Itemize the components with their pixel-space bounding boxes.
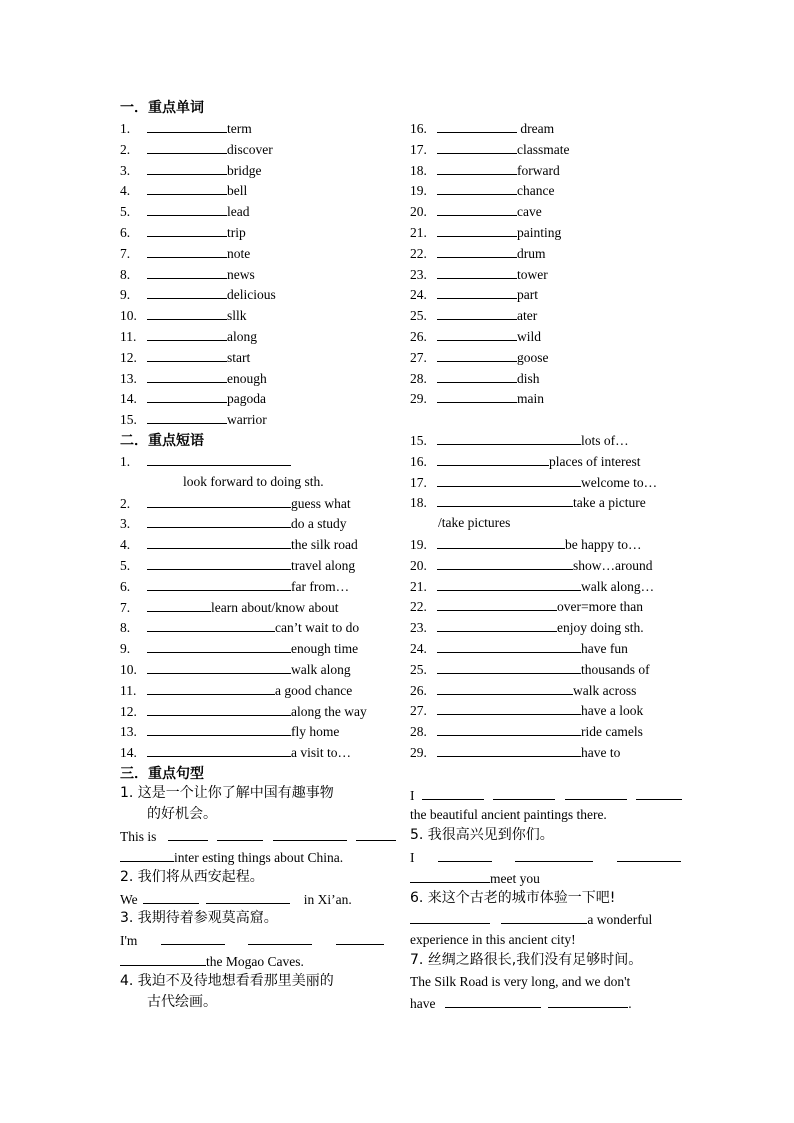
sentence3-blank-4[interactable]: [120, 953, 206, 966]
phrase-right-term: enjoy doing sth.: [557, 620, 644, 636]
phrase-left-answer-blank[interactable]: [147, 557, 291, 570]
sentence5-blank-1[interactable]: [438, 849, 492, 862]
word-right-term: tower: [517, 266, 548, 282]
word-right-item: [410, 328, 541, 345]
word-left-term: along: [227, 329, 257, 344]
sentence5-english-a: [410, 849, 681, 866]
phrase-left-item: [120, 578, 349, 595]
phrase-right-number: 21.: [410, 578, 427, 594]
word-left-number: 1.: [120, 121, 131, 136]
word-right-term: dream: [517, 121, 555, 136]
word-left-answer-blank[interactable]: [147, 411, 227, 424]
word-right-answer-blank[interactable]: [437, 307, 517, 320]
phrase-right-number: 18.: [410, 495, 427, 511]
word-right-item: [410, 349, 549, 366]
sentence6-text-a: a wonderful: [587, 912, 653, 927]
word-left-answer-blank[interactable]: [147, 182, 227, 195]
phrase-left-number: 3.: [120, 516, 131, 532]
word-left-number: 7.: [120, 245, 131, 261]
word-left-number: 8.: [120, 266, 131, 282]
section2-title: 二．重点短语: [120, 433, 204, 449]
phrase-right-item: [410, 744, 620, 761]
phrase-right-item: [410, 682, 636, 699]
word-right-item: [410, 245, 546, 262]
phrase-right-number: 25.: [410, 661, 427, 677]
word-left-answer-blank[interactable]: [147, 349, 227, 362]
phrase-left-term: can’t wait to do: [275, 620, 360, 636]
word-left-answer-blank[interactable]: [147, 245, 227, 258]
word-left-item: [120, 245, 250, 262]
phrase-right-term: ride camels: [581, 724, 643, 740]
word-left-item: [120, 203, 250, 220]
sentence7-text-c: .: [628, 996, 632, 1011]
word-left-item: [120, 370, 267, 387]
word-right-answer-blank[interactable]: [437, 224, 517, 237]
sentence5-text-a: I: [410, 850, 415, 865]
word-right-number: 18.: [410, 162, 427, 178]
phrase-right-item: [410, 432, 629, 449]
phrase-left-number: 4.: [120, 537, 131, 553]
word-right-number: 17.: [410, 141, 427, 157]
word-right-number: 22.: [410, 245, 427, 261]
word-right-item: [410, 203, 542, 220]
phrase-left-item: [120, 474, 324, 490]
sentence1-blank-1[interactable]: [168, 828, 208, 841]
phrase-left-answer-blank[interactable]: [147, 619, 275, 632]
phrase-left-answer-blank[interactable]: [147, 723, 291, 736]
phrase-right-term: places of interest: [549, 453, 641, 469]
word-left-number: 15.: [120, 412, 137, 428]
phrase-right-answer-blank[interactable]: [437, 557, 573, 570]
phrase-right-answer-blank[interactable]: [437, 682, 573, 695]
word-right-item: [410, 141, 569, 158]
phrase-right-answer-blank[interactable]: [437, 661, 581, 674]
sentence3-text-b: the Mogao Caves.: [206, 954, 304, 969]
word-right-item: [410, 120, 554, 137]
word-right-answer-blank[interactable]: [437, 203, 517, 216]
word-right-item: [410, 182, 554, 199]
word-right-answer-blank[interactable]: [437, 370, 517, 383]
word-right-term: main: [517, 391, 544, 407]
phrase-right-term: show…around: [573, 557, 653, 573]
phrase-left-item: [120, 515, 347, 532]
sentence1-chinese-b: 的好机会。: [147, 806, 217, 822]
word-left-term: term: [227, 121, 252, 136]
sentence7-english-b: [410, 995, 632, 1012]
word-right-term: forward: [517, 162, 560, 178]
phrase-right-term: walk across: [573, 682, 637, 698]
phrase-right-item: [410, 453, 640, 470]
sentence1-english-a: [120, 828, 396, 845]
sentence5-blank-2[interactable]: [515, 849, 593, 862]
word-right-answer-blank[interactable]: [437, 245, 517, 258]
phrase-right-answer-blank[interactable]: [437, 640, 581, 653]
phrase-right-item: [410, 661, 650, 678]
word-right-item: [410, 162, 560, 179]
word-left-term: note: [227, 245, 251, 261]
phrase-left-term: look forward to doing sth.: [183, 473, 324, 489]
sentence3-text-a: I'm: [120, 933, 138, 948]
phrase-right-answer-blank[interactable]: [437, 619, 557, 632]
phrase-right-item: [410, 494, 646, 511]
word-left-term: warrior: [227, 412, 267, 428]
word-left-term: delicious: [227, 287, 276, 303]
sentence2-blank-2[interactable]: [206, 891, 290, 904]
phrase-left-item: [120, 640, 358, 657]
phrase-right-number: 20.: [410, 557, 427, 573]
sentence7-blank-2[interactable]: [548, 995, 628, 1008]
word-left-item: [120, 141, 273, 158]
word-right-item: [410, 286, 538, 303]
word-left-term: bridge: [227, 162, 262, 178]
sentence6-english-a: [410, 911, 652, 928]
word-right-term: classmate: [517, 141, 570, 157]
word-right-term: dish: [517, 370, 540, 386]
word-left-term: lead: [227, 204, 250, 220]
phrase-right-term: have a look: [581, 703, 644, 719]
word-left-number: 13.: [120, 370, 137, 386]
word-left-item: [120, 182, 247, 199]
word-left-number: 14.: [120, 391, 137, 407]
phrase-left-number: 10.: [120, 662, 137, 677]
phrase-right-answer-blank[interactable]: [437, 453, 549, 466]
word-left-number: 2.: [120, 141, 131, 157]
phrase-right-number: 16.: [410, 453, 427, 469]
word-left-number: 4.: [120, 183, 131, 199]
word-left-term: start: [227, 349, 251, 365]
phrase-right-term: walk along…: [581, 578, 655, 594]
word-right-term: cave: [517, 204, 542, 220]
phrase-right-number: 23.: [410, 620, 427, 636]
word-left-item: [120, 328, 257, 345]
word-left-item: [120, 307, 247, 324]
word-right-answer-blank[interactable]: [437, 349, 517, 362]
phrase-left-answer-blank[interactable]: [147, 744, 291, 757]
word-right-item: [410, 370, 540, 387]
phrase-right-answer-blank[interactable]: [437, 536, 565, 549]
sentence2-chinese: 2. 我们将从西安起程。: [120, 869, 264, 885]
word-left-term: sllk: [227, 308, 247, 324]
phrase-right-answer-blank[interactable]: [437, 744, 581, 757]
phrase-left-term: a visit to…: [291, 745, 351, 761]
word-left-number: 6.: [120, 225, 131, 240]
section3-title: 三．重点句型: [120, 766, 204, 782]
word-left-number: 11.: [120, 329, 137, 344]
word-left-item: [120, 224, 246, 241]
sentence6-blank-1[interactable]: [410, 911, 490, 924]
phrase-left-answer-blank[interactable]: [147, 495, 291, 508]
word-left-answer-blank[interactable]: [147, 390, 227, 403]
sentence3-blank-1[interactable]: [161, 932, 225, 945]
phrase-left-item: [120, 495, 351, 512]
word-left-number: 9.: [120, 287, 131, 303]
phrase-right-term: be happy to…: [565, 537, 642, 552]
sentence1-english-b: [120, 849, 343, 866]
phrase-right-number: 27.: [410, 703, 427, 719]
word-left-number: 5.: [120, 204, 131, 220]
phrase-right-answer-blank[interactable]: [437, 598, 557, 611]
word-left-answer-blank[interactable]: [147, 162, 227, 175]
phrase-right-item: [410, 619, 644, 636]
phrase-left-item: [120, 723, 339, 740]
phrase-right-item: [410, 702, 643, 719]
word-left-term: trip: [227, 225, 246, 240]
phrase-right-term: have fun: [581, 641, 628, 656]
word-right-number: 27.: [410, 349, 427, 365]
word-right-term: drum: [517, 245, 546, 261]
sentence1-blank-5[interactable]: [120, 849, 174, 862]
word-right-item: [410, 266, 548, 283]
phrase-left-item: [120, 703, 367, 720]
word-right-number: 21.: [410, 225, 427, 240]
phrase-left-answer-blank[interactable]: [147, 661, 291, 674]
sentence3-english-b: [120, 953, 304, 970]
phrase-left-item: [120, 744, 351, 761]
word-right-number: 25.: [410, 308, 427, 324]
sentence4-text-a: I: [410, 788, 415, 803]
word-left-answer-blank[interactable]: [147, 120, 227, 133]
word-right-item: [410, 390, 544, 407]
phrase-left-item: [120, 453, 291, 470]
word-right-number: 28.: [410, 370, 427, 386]
sentence1-text-b: inter esting things about China.: [174, 850, 344, 865]
sentence1-chinese-a: 1. 这是一个让你了解中国有趣事物: [120, 785, 334, 801]
phrase-left-number: 8.: [120, 620, 131, 636]
word-left-number: 12.: [120, 349, 137, 365]
sentence4-blank-4[interactable]: [636, 787, 682, 800]
phrase-right-item: [410, 515, 510, 531]
phrase-right-number: 24.: [410, 641, 427, 656]
phrase-right-answer-blank[interactable]: [437, 702, 581, 715]
word-left-answer-blank[interactable]: [147, 328, 227, 341]
sentence4-chinese-b: 古代绘画。: [147, 994, 217, 1010]
word-left-answer-blank[interactable]: [147, 224, 227, 237]
phrase-left-term: fly home: [291, 724, 340, 740]
phrase-left-number: 2.: [120, 495, 131, 511]
phrase-right-item: [410, 557, 653, 574]
word-left-answer-blank[interactable]: [147, 307, 227, 320]
phrase-right-item: [410, 474, 657, 491]
word-left-answer-blank[interactable]: [147, 203, 227, 216]
word-right-item: [410, 224, 561, 241]
phrase-left-item: [120, 661, 351, 678]
phrase-left-term: enough time: [291, 641, 359, 657]
phrase-left-term: learn about/know about: [211, 599, 339, 615]
sentence1-blank-4[interactable]: [356, 828, 396, 841]
phrase-left-term: walk along: [291, 662, 351, 677]
sentence7-text-b: have: [410, 996, 436, 1011]
word-left-number: 3.: [120, 162, 131, 178]
sentence6-english-b: experience in this ancient city!: [410, 932, 576, 947]
word-right-number: 29.: [410, 391, 427, 407]
word-right-term: part: [517, 287, 538, 303]
word-left-term: bell: [227, 183, 248, 199]
phrase-left-term: along the way: [291, 703, 367, 719]
phrase-right-term: lots of…: [581, 433, 629, 448]
word-right-number: 23.: [410, 266, 427, 282]
word-left-term: enough: [227, 370, 267, 386]
phrase-left-term: do a study: [291, 516, 347, 532]
word-left-item: [120, 286, 276, 303]
word-left-term: news: [227, 266, 255, 282]
phrase-right-item: [410, 723, 643, 740]
phrase-right-answer-blank[interactable]: [437, 432, 581, 445]
phrase-right-number: 28.: [410, 724, 427, 740]
phrase-left-number: 6.: [120, 578, 131, 594]
word-right-number: 26.: [410, 329, 427, 344]
phrase-right-answer-blank[interactable]: [437, 494, 573, 507]
word-right-number: 24.: [410, 287, 427, 303]
sentence1-text-a: This is: [120, 829, 157, 844]
phrase-left-answer-blank[interactable]: [147, 599, 211, 612]
phrase-left-number: 11.: [120, 682, 137, 698]
word-right-answer-blank[interactable]: [437, 286, 517, 299]
word-left-answer-blank[interactable]: [147, 141, 227, 154]
word-right-term: goose: [517, 349, 549, 365]
word-right-answer-blank[interactable]: [437, 141, 517, 154]
phrase-left-term: far from…: [291, 578, 350, 594]
phrase-right-number: 22.: [410, 599, 427, 615]
phrase-right-item: [410, 578, 654, 595]
sentence4-blank-2[interactable]: [493, 787, 555, 800]
word-right-number: 19.: [410, 183, 427, 199]
phrase-right-term: have to: [581, 745, 621, 760]
phrase-left-term: guess what: [291, 495, 351, 511]
sentence4-english-a: [410, 787, 682, 804]
sentence5-blank-4[interactable]: [410, 870, 490, 883]
sentence4-chinese-a: 4. 我迫不及待地想看看那里美丽的: [120, 973, 334, 989]
word-left-item: [120, 120, 252, 137]
phrase-left-answer-blank[interactable]: [147, 682, 275, 695]
word-right-term: wild: [517, 329, 542, 344]
sentence6-blank-2[interactable]: [501, 911, 587, 924]
phrase-right-number: 26.: [410, 682, 427, 698]
phrase-left-number: 9.: [120, 641, 131, 657]
section1-title: 一．重点单词: [120, 100, 204, 116]
sentence1-blank-3[interactable]: [273, 828, 347, 841]
sentence5-english-b: [410, 870, 540, 887]
phrase-right-term: take a picture: [573, 495, 646, 511]
word-left-item: [120, 411, 267, 428]
phrase-left-term: a good chance: [275, 682, 353, 698]
word-left-number: 10.: [120, 308, 137, 324]
phrase-left-answer-blank[interactable]: [147, 640, 291, 653]
phrase-right-term: thousands of: [581, 661, 650, 677]
word-right-term: chance: [517, 183, 555, 199]
phrase-left-item: [120, 557, 355, 574]
sentence5-text-b: meet you: [490, 871, 540, 886]
word-right-number: 16.: [410, 121, 427, 136]
sentence7-chinese: 7. 丝绸之路很长,我们没有足够时间。: [410, 952, 643, 968]
word-left-answer-blank[interactable]: [147, 286, 227, 299]
phrase-right-number: 15.: [410, 433, 427, 448]
sentence1-blank-2[interactable]: [217, 828, 263, 841]
phrase-left-answer-blank[interactable]: [147, 578, 291, 591]
sentence2-blank-1[interactable]: [143, 891, 199, 904]
phrase-right-item: [410, 640, 628, 657]
word-left-answer-blank[interactable]: [147, 266, 227, 279]
word-left-item: [120, 266, 255, 283]
word-right-answer-blank[interactable]: [437, 162, 517, 175]
sentence3-blank-2[interactable]: [248, 932, 312, 945]
phrase-right-number: 29.: [410, 745, 427, 760]
phrase-left-number: 13.: [120, 724, 137, 740]
phrase-right-item: [410, 536, 642, 553]
sentence2-text-b: in Xi’an.: [303, 892, 352, 907]
phrase-left-number: 5.: [120, 558, 131, 573]
word-right-answer-blank[interactable]: [437, 328, 517, 341]
phrase-right-number: 17.: [410, 474, 427, 490]
phrase-right-answer-blank[interactable]: [437, 723, 581, 736]
phrase-right-item: [410, 598, 643, 615]
sentence3-blank-3[interactable]: [336, 932, 384, 945]
word-right-answer-blank[interactable]: [437, 182, 517, 195]
phrase-right-term: /take pictures: [438, 515, 511, 531]
phrase-right-number: 19.: [410, 537, 427, 552]
phrase-left-answer-blank[interactable]: [147, 453, 291, 466]
phrase-left-item: [120, 536, 358, 553]
sentence2-english: [120, 891, 352, 908]
sentence4-blank-3[interactable]: [565, 787, 627, 800]
phrase-right-answer-blank[interactable]: [437, 578, 581, 591]
phrase-left-term: the silk road: [291, 537, 358, 553]
word-right-term: ater: [517, 308, 538, 324]
phrase-left-number: 1.: [120, 454, 131, 469]
phrase-left-answer-blank[interactable]: [147, 536, 291, 549]
word-right-answer-blank[interactable]: [437, 266, 517, 279]
phrase-left-item: [120, 619, 359, 636]
phrase-right-term: welcome to…: [581, 474, 658, 490]
sentence5-blank-3[interactable]: [617, 849, 681, 862]
phrase-right-term: over=more than: [557, 599, 643, 615]
phrase-left-item: [120, 599, 338, 616]
sentence7-blank-1[interactable]: [445, 995, 541, 1008]
word-left-item: [120, 349, 250, 366]
sentence7-english-a: The Silk Road is very long, and we don't: [410, 974, 631, 989]
phrase-left-number: 14.: [120, 745, 137, 761]
phrase-right-answer-blank[interactable]: [437, 474, 581, 487]
phrase-left-answer-blank[interactable]: [147, 703, 291, 716]
phrase-left-number: 12.: [120, 703, 137, 719]
sentence5-chinese: 5. 我很高兴见到你们。: [410, 827, 554, 843]
word-right-answer-blank[interactable]: [437, 390, 517, 403]
word-left-term: discover: [227, 141, 273, 157]
sentence3-chinese: 3. 我期待着参观莫高窟。: [120, 910, 278, 926]
sentence4-english-b: the beautiful ancient paintings there.: [410, 807, 607, 822]
phrase-left-item: [120, 682, 352, 699]
word-right-number: 20.: [410, 204, 427, 220]
word-left-item: [120, 390, 266, 407]
phrase-left-answer-blank[interactable]: [147, 515, 291, 528]
sentence2-text-a: We: [120, 892, 138, 907]
phrase-left-term: travel along: [291, 558, 356, 573]
word-right-term: painting: [517, 225, 562, 240]
sentence4-blank-1[interactable]: [422, 787, 484, 800]
word-right-answer-blank[interactable]: [437, 120, 517, 133]
sentence3-english-a: [120, 932, 384, 949]
phrase-left-number: 7.: [120, 599, 131, 615]
word-right-item: [410, 307, 537, 324]
word-left-item: [120, 162, 262, 179]
sentence6-chinese: 6. 来这个古老的城市体验一下吧!: [410, 890, 616, 906]
word-left-term: pagoda: [227, 391, 266, 407]
word-left-answer-blank[interactable]: [147, 370, 227, 383]
